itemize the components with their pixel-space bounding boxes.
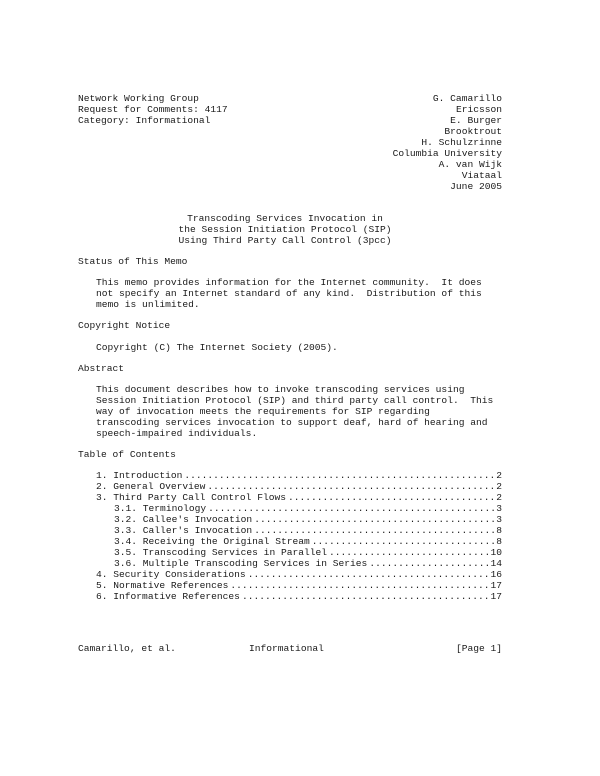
status-text-line: This memo provides information for the Internet community. It does <box>96 277 482 288</box>
toc-leader-dots <box>329 547 488 558</box>
header-affiliation: Columbia University <box>392 148 502 159</box>
footer-page-number: [Page 1] <box>455 643 502 654</box>
toc-entry-introduction[interactable] <box>96 470 502 481</box>
toc-entry-page: 10 <box>490 547 502 558</box>
toc-entry-terminology[interactable] <box>114 503 502 514</box>
header-author: E. Burger <box>450 115 502 126</box>
toc-entry-general-overview[interactable] <box>96 481 502 492</box>
header-rfc-number: Request for Comments: 4117 <box>78 104 228 115</box>
copyright-heading: Copyright Notice <box>78 320 171 331</box>
toc-entry-callers-invocation[interactable] <box>114 525 502 536</box>
document-title-line: Using Third Party Call Control (3pcc) <box>178 235 392 246</box>
toc-entry-label: 3.6. Multiple Transcoding Services in Series <box>114 558 368 569</box>
copyright-text: Copyright (C) The Internet Society (2005). <box>96 342 338 353</box>
header-category: Category: Informational <box>78 115 211 126</box>
header-affiliation: Ericsson <box>455 104 502 115</box>
toc-entry-page: 2 <box>496 481 502 492</box>
toc-leader-dots <box>369 558 488 569</box>
status-text-line: not specify an Internet standard of any kind. Distribution of this <box>96 288 482 299</box>
toc-leader-dots <box>254 525 494 536</box>
toc-leader-dots <box>230 580 488 591</box>
toc-leader-dots <box>242 591 489 602</box>
footer-authors: Camarillo, et al. <box>78 643 176 654</box>
toc-entry-transcoding-parallel[interactable] <box>114 547 502 558</box>
toc-entry-label: 3.4. Receiving the Original Stream <box>114 536 310 547</box>
header-working-group: Network Working Group <box>78 93 199 104</box>
toc-entry-label: 6. Informative References <box>96 591 240 602</box>
toc-entry-page: 17 <box>490 580 502 591</box>
toc-entry-page: 3 <box>496 514 502 525</box>
status-text-line: memo is unlimited. <box>96 299 200 310</box>
toc-entry-label: 3. Third Party Call Control Flows <box>96 492 286 503</box>
footer-category: Informational <box>249 643 324 654</box>
abstract-text-line: This document describes how to invoke transcoding services using <box>96 384 465 395</box>
toc-entry-page: 8 <box>496 525 502 536</box>
toc-entry-label: 1. Introduction <box>96 470 183 481</box>
abstract-text-line: way of invocation meets the requirements for SIP regarding <box>96 406 430 417</box>
toc-leader-dots <box>207 481 494 492</box>
toc-entry-label: 2. General Overview <box>96 481 206 492</box>
abstract-text-line: Session Initiation Protocol (SIP) and third party call control. This <box>96 395 494 406</box>
toc-entry-label: 5. Normative References <box>96 580 229 591</box>
toc-entry-transcoding-series[interactable] <box>114 558 502 569</box>
document-title-line: the Session Initiation Protocol (SIP) <box>178 224 392 235</box>
toc-entry-page: 2 <box>496 470 502 481</box>
toc-entry-page: 17 <box>490 591 502 602</box>
toc-entry-informative-references[interactable] <box>96 591 502 602</box>
header-author: G. Camarillo <box>432 93 502 104</box>
document-title-line: Transcoding Services Invocation in <box>187 213 383 224</box>
header-affiliation: Viataal <box>461 170 502 181</box>
header-author: H. Schulzrinne <box>421 137 502 148</box>
toc-entry-normative-references[interactable] <box>96 580 502 591</box>
status-heading: Status of This Memo <box>78 256 188 267</box>
toc-entry-label: 4. Security Considerations <box>96 569 246 580</box>
toc-leader-dots <box>254 514 494 525</box>
toc-entry-page: 8 <box>496 536 502 547</box>
toc-entry-label: 3.1. Terminology <box>114 503 207 514</box>
toc-entry-receiving-original-stream[interactable] <box>114 536 502 547</box>
header-author: A. van Wijk <box>438 159 502 170</box>
toc-entry-3pcc-flows[interactable] <box>96 492 502 503</box>
toc-leader-dots <box>208 503 494 514</box>
toc-entry-page: 3 <box>496 503 502 514</box>
toc-entry-page: 16 <box>490 569 502 580</box>
toc-leader-dots <box>312 536 494 547</box>
toc-entry-label: 3.2. Callee's Invocation <box>114 514 253 525</box>
toc-leader-dots <box>248 569 489 580</box>
abstract-heading: Abstract <box>78 363 125 374</box>
toc-entry-page: 2 <box>496 492 502 503</box>
toc-entry-label: 3.3. Caller's Invocation <box>114 525 253 536</box>
toc-leader-dots <box>288 492 494 503</box>
toc-entry-label: 3.5. Transcoding Services in Parallel <box>114 547 328 558</box>
toc-heading: Table of Contents <box>78 449 176 460</box>
toc-leader-dots <box>184 470 494 481</box>
toc-entry-callees-invocation[interactable] <box>114 514 502 525</box>
abstract-text-line: transcoding services invocation to support deaf, hard of hearing and <box>96 417 488 428</box>
toc-entry-security[interactable] <box>96 569 502 580</box>
header-date: June 2005 <box>450 181 502 192</box>
toc-entry-page: 14 <box>490 558 502 569</box>
abstract-text-line: speech-impaired individuals. <box>96 428 258 439</box>
header-affiliation: Brooktrout <box>444 126 502 137</box>
